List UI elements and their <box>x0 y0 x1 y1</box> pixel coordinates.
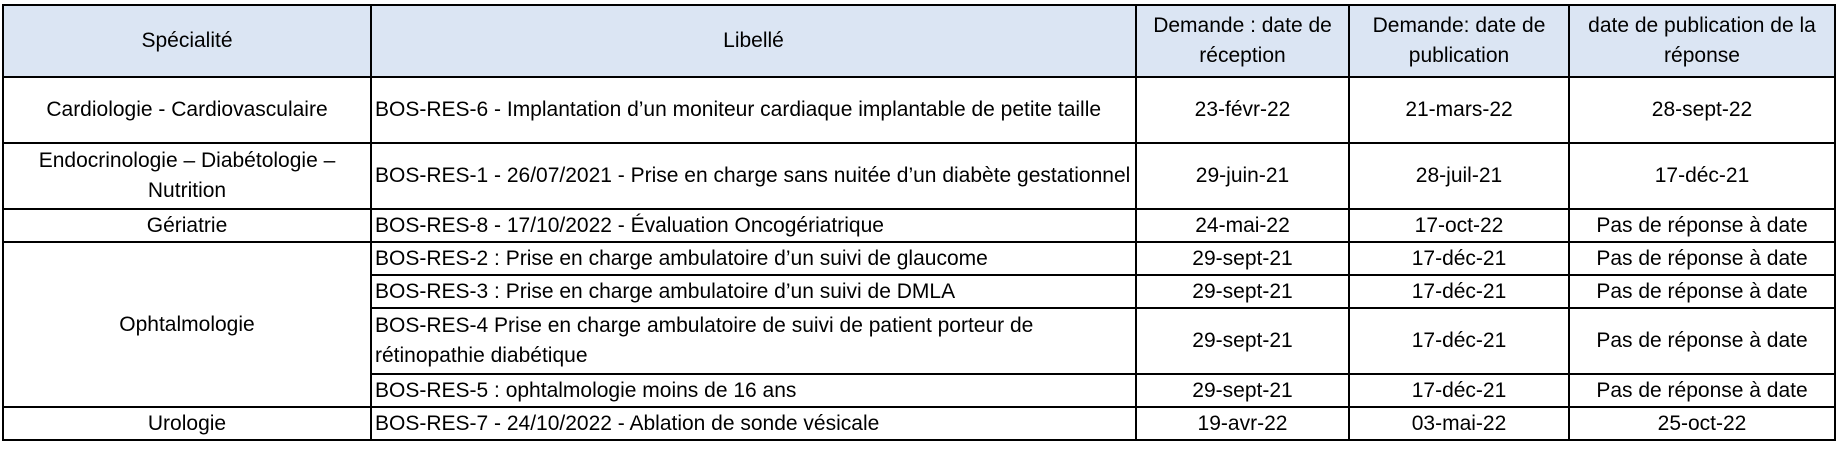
cell-date-publication: 17-oct-22 <box>1349 209 1569 242</box>
cell-libelle: BOS-RES-1 - 26/07/2021 - Prise en charge sans nuitée d’un diabète gestationnel <box>371 143 1136 209</box>
table-row <box>3 209 1835 242</box>
cell-date-reponse: Pas de réponse à date <box>1569 308 1835 374</box>
table-row <box>3 77 1835 143</box>
cell-specialite: Gériatrie <box>3 209 371 242</box>
cell-date-reponse: 25-oct-22 <box>1569 407 1835 440</box>
cell-date-reception: 19-avr-22 <box>1136 407 1349 440</box>
cell-date-publication: 17-déc-21 <box>1349 308 1569 374</box>
cell-date-publication: 28-juil-21 <box>1349 143 1569 209</box>
cell-date-reponse: 28-sept-22 <box>1569 77 1835 143</box>
cell-libelle: BOS-RES-4 Prise en charge ambulatoire de suivi de patient porteur de rétinopathie diabétique <box>371 308 1136 374</box>
cell-date-reception: 23-févr-22 <box>1136 77 1349 143</box>
cell-specialite: Ophtalmologie <box>3 242 371 407</box>
cell-date-reception: 29-sept-21 <box>1136 308 1349 374</box>
table-header-row <box>3 5 1835 77</box>
table-row <box>3 407 1835 440</box>
cell-date-reponse: 17-déc-21 <box>1569 143 1835 209</box>
cell-specialite: Endocrinologie – Diabétologie – Nutrition <box>3 143 371 209</box>
cell-date-reception: 29-juin-21 <box>1136 143 1349 209</box>
cell-date-publication: 17-déc-21 <box>1349 242 1569 275</box>
cell-libelle: BOS-RES-2 : Prise en charge ambulatoire d’un suivi de glaucome <box>371 242 1136 275</box>
cell-date-publication: 17-déc-21 <box>1349 374 1569 407</box>
cell-libelle: BOS-RES-5 : ophtalmologie moins de 16 ans <box>371 374 1136 407</box>
cell-specialite: Cardiologie - Cardiovasculaire <box>3 77 371 143</box>
cell-date-reponse: Pas de réponse à date <box>1569 242 1835 275</box>
header-date-reception: Demande : date de réception <box>1136 5 1349 77</box>
cell-date-reponse: Pas de réponse à date <box>1569 374 1835 407</box>
cell-date-reception: 24-mai-22 <box>1136 209 1349 242</box>
cell-libelle: BOS-RES-6 - Implantation d’un moniteur cardiaque implantable de petite taille <box>371 77 1136 143</box>
cell-date-reponse: Pas de réponse à date <box>1569 275 1835 308</box>
cell-date-reception: 29-sept-21 <box>1136 275 1349 308</box>
table-row <box>3 143 1835 209</box>
cell-date-reponse: Pas de réponse à date <box>1569 209 1835 242</box>
cell-date-publication: 17-déc-21 <box>1349 275 1569 308</box>
cell-date-publication: 21-mars-22 <box>1349 77 1569 143</box>
header-date-publication: Demande: date de publication <box>1349 5 1569 77</box>
header-date-reponse: date de publication de la réponse <box>1569 5 1835 77</box>
table-row <box>3 242 1835 275</box>
cell-date-publication: 03-mai-22 <box>1349 407 1569 440</box>
cell-libelle: BOS-RES-7 - 24/10/2022 - Ablation de sonde vésicale <box>371 407 1136 440</box>
cell-libelle: BOS-RES-8 - 17/10/2022 - Évaluation Oncogériatrique <box>371 209 1136 242</box>
cell-date-reception: 29-sept-21 <box>1136 374 1349 407</box>
cell-date-reception: 29-sept-21 <box>1136 242 1349 275</box>
bos-res-table <box>2 4 1836 441</box>
cell-libelle: BOS-RES-3 : Prise en charge ambulatoire d’un suivi de DMLA <box>371 275 1136 308</box>
cell-specialite: Urologie <box>3 407 371 440</box>
header-specialite: Spécialité <box>3 5 371 77</box>
header-libelle: Libellé <box>371 5 1136 77</box>
